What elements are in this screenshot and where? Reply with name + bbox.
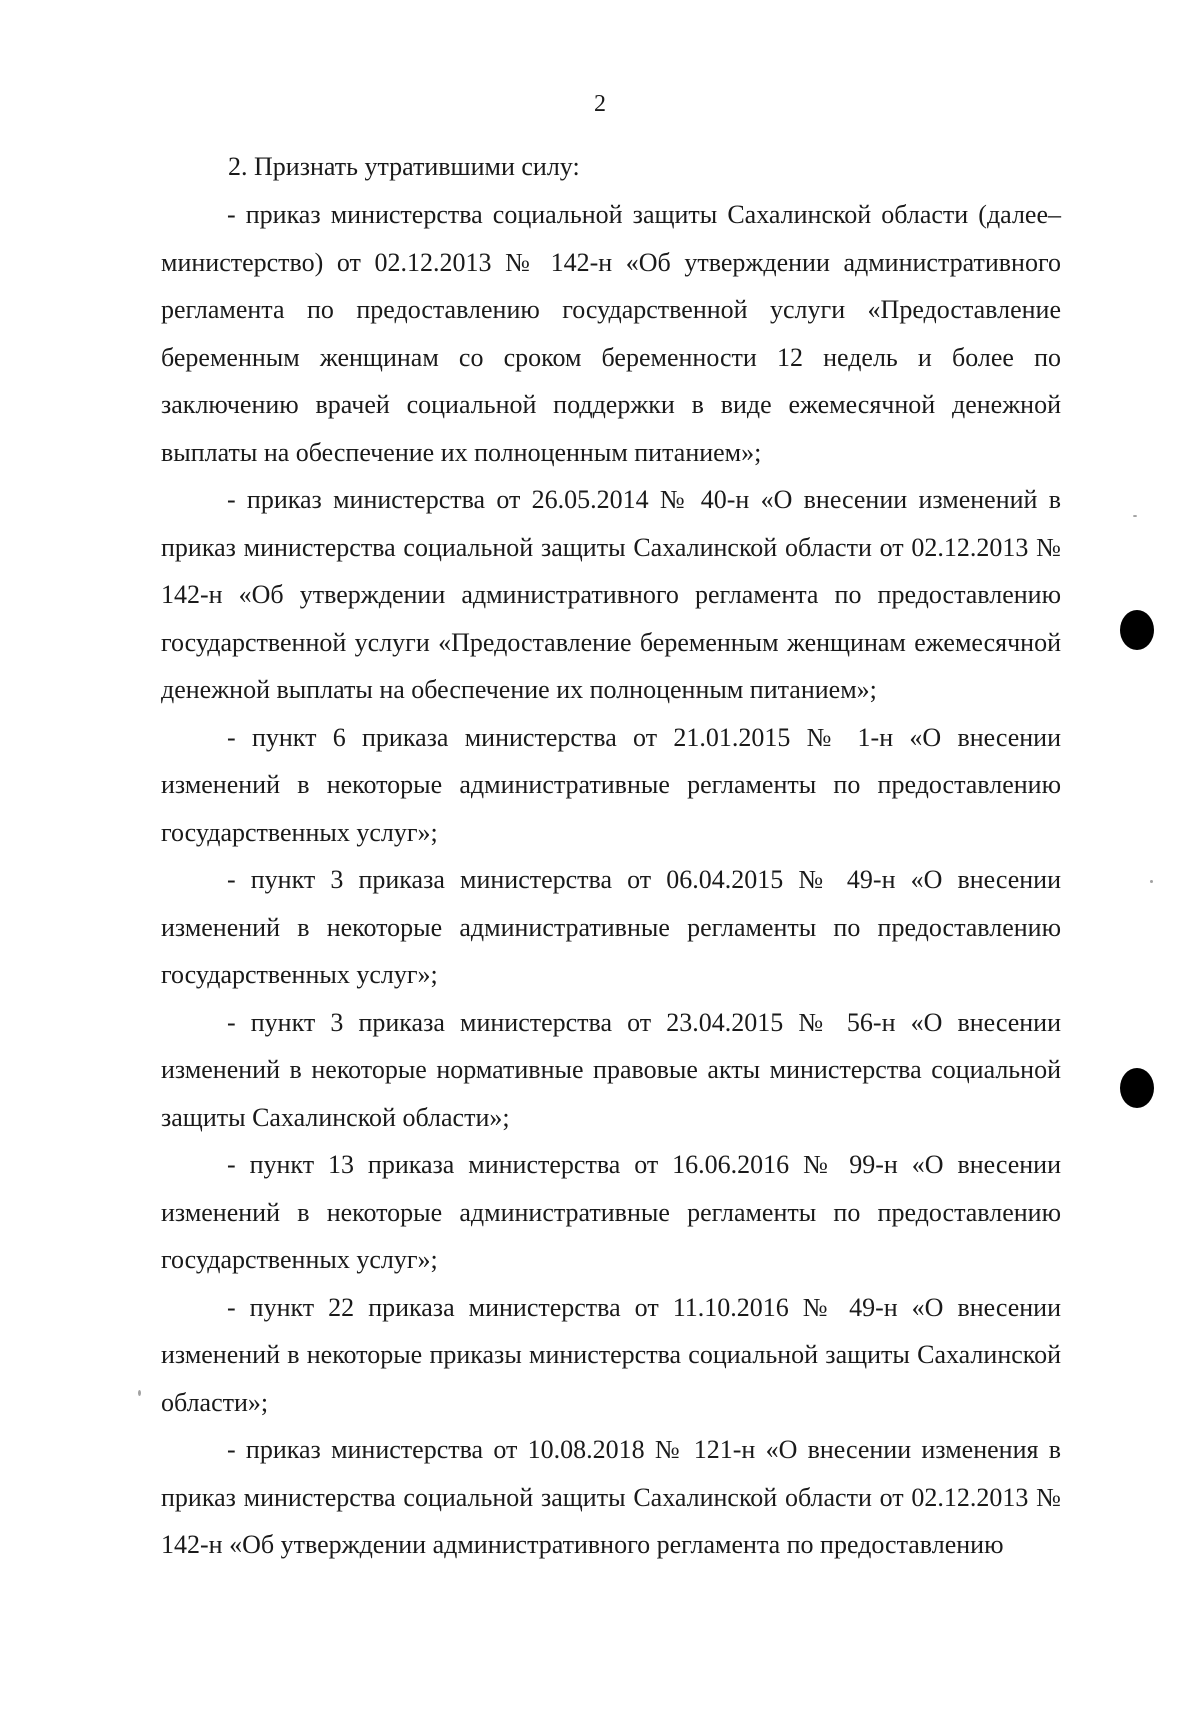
list-item: - приказ министерства от 10.08.2018 № 121-н «О внесении изменения в приказ министерства социальной защиты Сахалинской области от 02.12.2013 № 142-н «Об утверждении административного регламента по предоставлению — [161, 1435, 1061, 1559]
section-heading: 2. Признать утратившими силу: — [228, 152, 580, 181]
scan-speck — [138, 1390, 141, 1396]
list-item: - пункт 3 приказа министерства от 23.04.2015 № 56-н «О внесении изменений в некоторые нормативные правовые акты министерства социальной защиты Сахалинской области»; — [161, 1007, 1061, 1132]
list-item: - пункт 13 приказа министерства от 16.06.2016 № 99-н «О внесении изменений в некоторые административные регламенты по предоставлению государственных услуг»; — [161, 1150, 1061, 1274]
list-item: - пункт 3 приказа министерства от 06.04.2015 № 49-н «О внесении изменений в некоторые административные регламенты по предоставлению государственных услуг»; — [161, 865, 1061, 989]
list-item: - приказ министерства социальной защиты Сахалинской области (далее– министерство) от 02.12.2013 № 142-н «Об утверждении административного регламента по предоставлению государственной услуги «Предоставление беременным женщинам со сроком беременности 12 недель и более по заключению врачей социальной поддержки в виде ежемесячной денежной выплаты на обеспечение их полноценным питанием»; — [161, 200, 1061, 467]
list-item: - пункт 6 приказа министерства от 21.01.2015 № 1-н «О внесении изменений в некоторые административные регламенты по предоставлению государственных услуг»; — [161, 722, 1061, 847]
scan-speck — [1150, 880, 1153, 883]
list-item: - пункт 22 приказа министерства от 11.10.2016 № 49-н «О внесении изменений в некоторые приказы министерства социальной защиты Сахалинской области»; — [161, 1292, 1061, 1417]
scan-speck — [1133, 515, 1137, 517]
list-item: - приказ министерства от 26.05.2014 № 40-н «О внесении изменений в приказ министерства социальной защиты Сахалинской области от 02.12.2013 № 142-н «Об утверждении административного регламента по предоставлению государственной услуги «Предоставление беременным женщинам ежемесячной денежной выплаты на обеспечение их полноценным питанием»; — [161, 485, 1061, 704]
punch-hole-mark — [1120, 610, 1154, 650]
document-body — [161, 143, 1061, 1569]
page-number: 2 — [594, 91, 606, 117]
punch-hole-mark — [1120, 1068, 1154, 1108]
